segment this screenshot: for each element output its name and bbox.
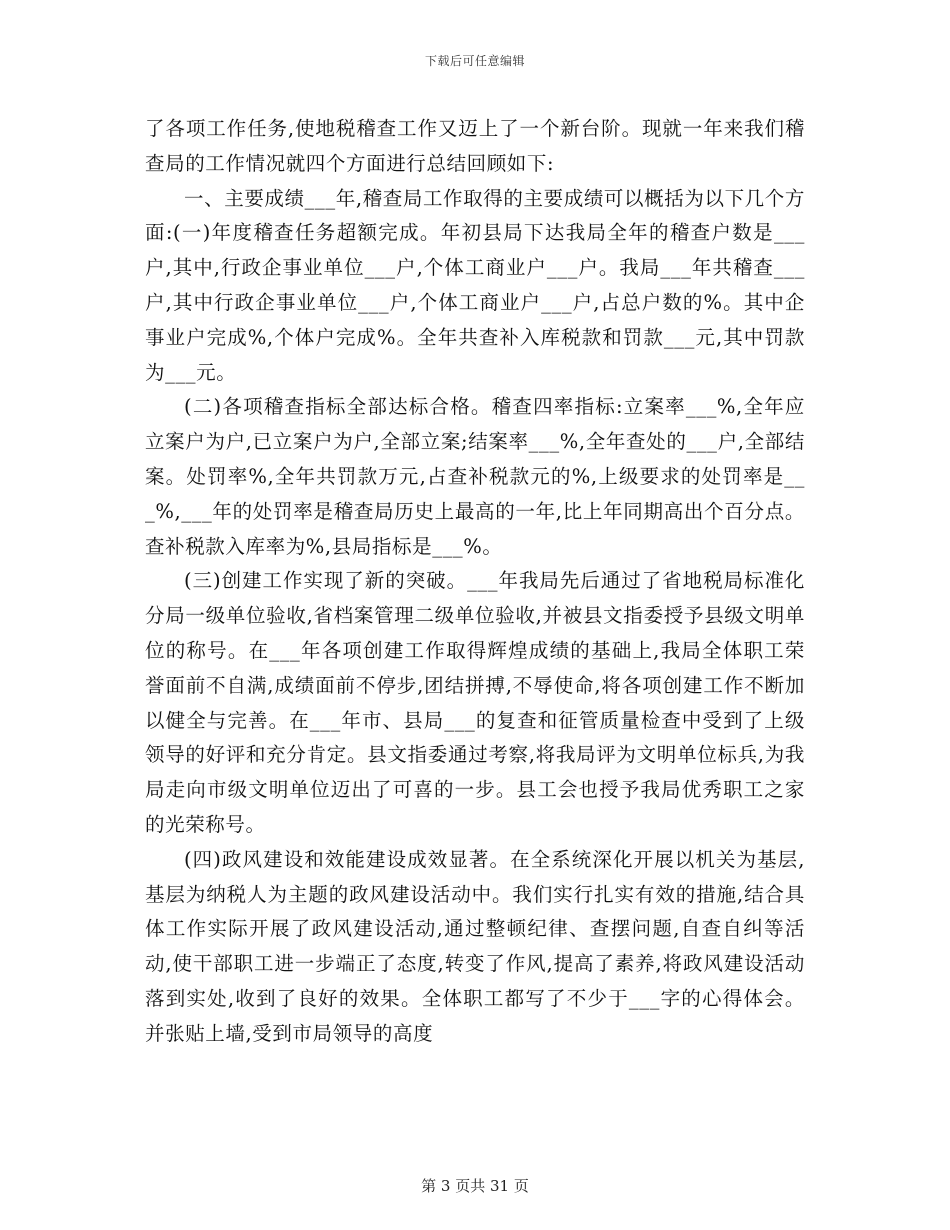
paragraph-3: (二)各项稽查指标全部达标合格。稽查四率指标:立案率___%,全年应立案户为户,已立案户为户,全部立案;结案率___%,全年查处的___户,全部结案。处罚率%,全年共罚款万元,占查补税款元的%,上级要求的处罚率是___%,___年的处罚率是稽查局历史上最高的一年,比上年同期高出个百分点。查补税款入库率为%,县局指标是___%。	[145, 395, 805, 558]
document-body	[145, 112, 805, 1052]
paragraph-4: (三)创建工作实现了新的突破。___年我局先后通过了省地税局标准化分局一级单位验收,省档案管理二级单位验收,并被县文指委授予县级文明单位的称号。在___年各项创建工作取得辉煌成绩的基础上,我局全体职工荣誉面前不自满,成绩面前不停步,团结拼搏,不辱使命,将各项创建工作不断加以健全与完善。在___年市、县局___的复查和征管质量检查中受到了上级领导的好评和充分肯定。县文指委通过考察,将我局评为文明单位标兵,为我局走向市级文明单位迈出了可喜的一步。县工会也授予我局优秀职工之家的光荣称号。	[145, 569, 805, 836]
page-number-footer: 第 3 页共 31 页	[421, 1177, 529, 1195]
header-note: 下载后可任意编辑	[424, 54, 525, 68]
paragraph-5: (四)政风建设和效能建设成效显著。在全系统深化开展以机关为基层,基层为纳税人为主题的政风建设活动中。我们实行扎实有效的措施,结合具体工作实际开展了政风建设活动,通过整顿纪律、查摆问题,自查自纠等活动,使干部职工进一步端正了态度,转变了作风,提高了素养,将政风建设活动落到实处,收到了良好的效果。全体职工都写了不少于___字的心得体会。并张贴上墙,受到市局领导的高度	[145, 847, 805, 1045]
paragraph-1: 了各项工作任务,使地税稽查工作又迈上了一个新台阶。现就一年来我们稽查局的工作情况就四个方面进行总结回顾如下:	[145, 117, 805, 175]
paragraph-2: 一、主要成绩___年,稽查局工作取得的主要成绩可以概括为以下几个方面:(一)年度稽查任务超额完成。年初县局下达我局全年的稽查户数是___户,其中,行政企事业单位___户,个体工商业户___户。我局___年共稽查___户,其中行政企事业单位___户,个体工商业户___户,占总户数的%。其中企事业户完成%,个体户完成%。全年共查补入库税款和罚款___元,其中罚款为___元。	[145, 186, 805, 384]
